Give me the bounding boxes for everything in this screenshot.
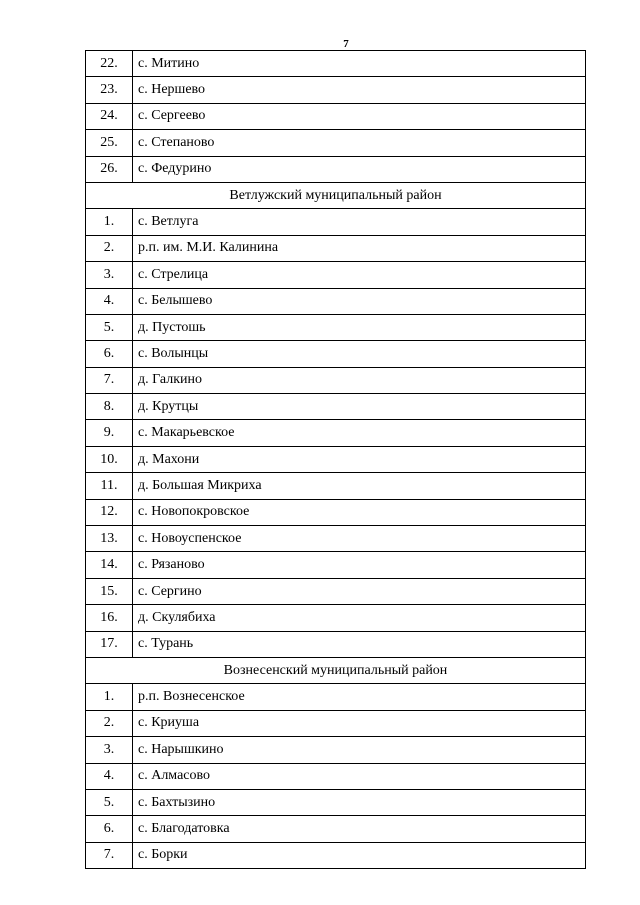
settlement-name: с. Митино bbox=[133, 51, 586, 77]
row-number: 6. bbox=[86, 341, 133, 367]
table-row bbox=[86, 631, 586, 657]
district-header-row bbox=[86, 657, 586, 683]
row-number: 3. bbox=[86, 737, 133, 763]
table-row bbox=[86, 473, 586, 499]
row-number: 13. bbox=[86, 526, 133, 552]
table-row bbox=[86, 341, 586, 367]
row-number: 7. bbox=[86, 842, 133, 868]
row-number: 25. bbox=[86, 130, 133, 156]
table-row bbox=[86, 77, 586, 103]
table-row bbox=[86, 552, 586, 578]
row-number: 12. bbox=[86, 499, 133, 525]
settlement-name: с. Новопокровское bbox=[133, 499, 586, 525]
table-row bbox=[86, 446, 586, 472]
table-row bbox=[86, 367, 586, 393]
row-number: 8. bbox=[86, 394, 133, 420]
settlement-name: с. Волынцы bbox=[133, 341, 586, 367]
row-number: 15. bbox=[86, 578, 133, 604]
settlement-name: с. Турань bbox=[133, 631, 586, 657]
settlement-name: р.п. Вознесенское bbox=[133, 684, 586, 710]
table-row bbox=[86, 842, 586, 868]
settlement-name: с. Федурино bbox=[133, 156, 586, 182]
district-header-row bbox=[86, 182, 586, 208]
table-row bbox=[86, 526, 586, 552]
row-number: 1. bbox=[86, 684, 133, 710]
table-row bbox=[86, 130, 586, 156]
settlement-name: с. Алмасово bbox=[133, 763, 586, 789]
row-number: 6. bbox=[86, 816, 133, 842]
settlement-name: с. Стрелица bbox=[133, 262, 586, 288]
row-number: 4. bbox=[86, 288, 133, 314]
settlement-name: с. Благодатовка bbox=[133, 816, 586, 842]
table-row bbox=[86, 816, 586, 842]
table-row bbox=[86, 156, 586, 182]
settlements-table-body bbox=[86, 51, 586, 869]
row-number: 23. bbox=[86, 77, 133, 103]
table-row bbox=[86, 103, 586, 129]
settlement-name: с. Борки bbox=[133, 842, 586, 868]
row-number: 3. bbox=[86, 262, 133, 288]
table-row bbox=[86, 684, 586, 710]
table-row bbox=[86, 262, 586, 288]
row-number: 2. bbox=[86, 235, 133, 261]
table-row bbox=[86, 209, 586, 235]
district-title: Ветлужский муниципальный район bbox=[86, 182, 586, 208]
table-row bbox=[86, 605, 586, 631]
settlement-name: д. Пустошь bbox=[133, 314, 586, 340]
row-number: 2. bbox=[86, 710, 133, 736]
row-number: 7. bbox=[86, 367, 133, 393]
settlement-name: с. Сергеево bbox=[133, 103, 586, 129]
settlement-name: р.п. им. М.И. Калинина bbox=[133, 235, 586, 261]
row-number: 4. bbox=[86, 763, 133, 789]
district-title: Вознесенский муниципальный район bbox=[86, 657, 586, 683]
table-row bbox=[86, 737, 586, 763]
row-number: 14. bbox=[86, 552, 133, 578]
row-number: 5. bbox=[86, 789, 133, 815]
settlement-name: с. Новоуспенское bbox=[133, 526, 586, 552]
settlement-name: д. Крутцы bbox=[133, 394, 586, 420]
settlement-name: с. Белышево bbox=[133, 288, 586, 314]
settlement-name: д. Махони bbox=[133, 446, 586, 472]
table-row bbox=[86, 763, 586, 789]
row-number: 22. bbox=[86, 51, 133, 77]
table-row bbox=[86, 288, 586, 314]
row-number: 10. bbox=[86, 446, 133, 472]
settlements-table bbox=[85, 50, 586, 869]
settlement-name: с. Сергино bbox=[133, 578, 586, 604]
row-number: 9. bbox=[86, 420, 133, 446]
row-number: 17. bbox=[86, 631, 133, 657]
table-row bbox=[86, 499, 586, 525]
row-number: 11. bbox=[86, 473, 133, 499]
settlement-name: д. Скулябиха bbox=[133, 605, 586, 631]
settlement-name: с. Макарьевское bbox=[133, 420, 586, 446]
table-row bbox=[86, 789, 586, 815]
row-number: 26. bbox=[86, 156, 133, 182]
table-row bbox=[86, 578, 586, 604]
row-number: 16. bbox=[86, 605, 133, 631]
table-row bbox=[86, 235, 586, 261]
settlement-name: д. Галкино bbox=[133, 367, 586, 393]
settlement-name: с. Бахтызино bbox=[133, 789, 586, 815]
row-number: 5. bbox=[86, 314, 133, 340]
table-row bbox=[86, 420, 586, 446]
row-number: 24. bbox=[86, 103, 133, 129]
table-row bbox=[86, 710, 586, 736]
settlement-name: д. Большая Микриха bbox=[133, 473, 586, 499]
page-number: 7 bbox=[343, 38, 349, 50]
settlement-name: с. Нершево bbox=[133, 77, 586, 103]
settlement-name: с. Рязаново bbox=[133, 552, 586, 578]
table-row bbox=[86, 314, 586, 340]
table-row bbox=[86, 51, 586, 77]
settlement-name: с. Криуша bbox=[133, 710, 586, 736]
row-number: 1. bbox=[86, 209, 133, 235]
settlement-name: с. Нарышкино bbox=[133, 737, 586, 763]
settlement-name: с. Степаново bbox=[133, 130, 586, 156]
table-row bbox=[86, 394, 586, 420]
settlement-name: с. Ветлуга bbox=[133, 209, 586, 235]
